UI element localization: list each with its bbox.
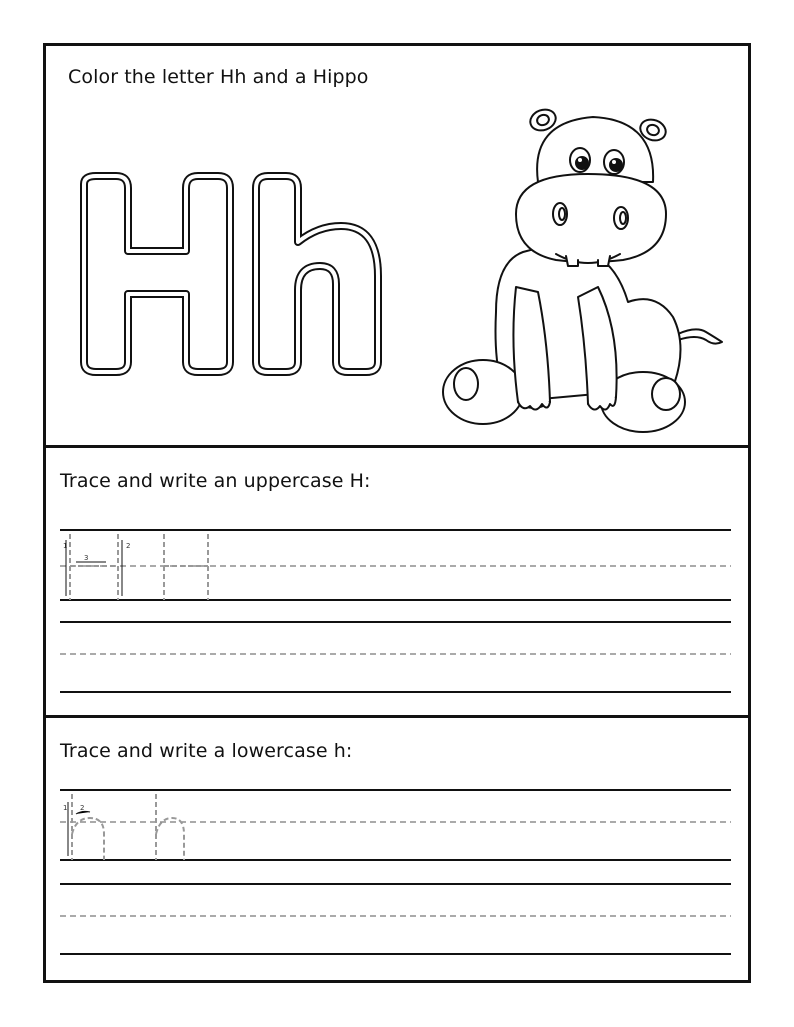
- coloring-section: [46, 46, 748, 448]
- uppercase-title: Trace and write an uppercase H:: [60, 470, 371, 492]
- lowercase-stroke-number-2: 2: [80, 804, 85, 812]
- trace-uppercase-h-1: [70, 534, 118, 600]
- coloring-title: Color the letter Hh and a Hippo: [68, 66, 369, 88]
- trace-lowercase-h-2: [156, 794, 184, 860]
- lowercase-stroke-number-1: 1: [63, 804, 68, 812]
- outline-letters-hh: [66, 166, 386, 386]
- trace-uppercase-h-2: [164, 534, 208, 600]
- stroke-number-3: 3: [84, 554, 89, 562]
- worksheet-frame: [43, 43, 751, 983]
- stroke-number-1: 1: [63, 542, 68, 550]
- uppercase-tracing-section: [46, 448, 748, 718]
- lowercase-title: Trace and write a lowercase h:: [60, 740, 353, 762]
- lowercase-guide-lines: [46, 718, 748, 978]
- stroke-guide-arrows: [66, 540, 122, 596]
- trace-lowercase-h-1: [72, 794, 104, 860]
- lowercase-tracing-section: [46, 718, 748, 980]
- stroke-number-2: 2: [126, 542, 131, 550]
- uppercase-guide-lines: [46, 448, 748, 708]
- hippo-icon: [438, 102, 738, 432]
